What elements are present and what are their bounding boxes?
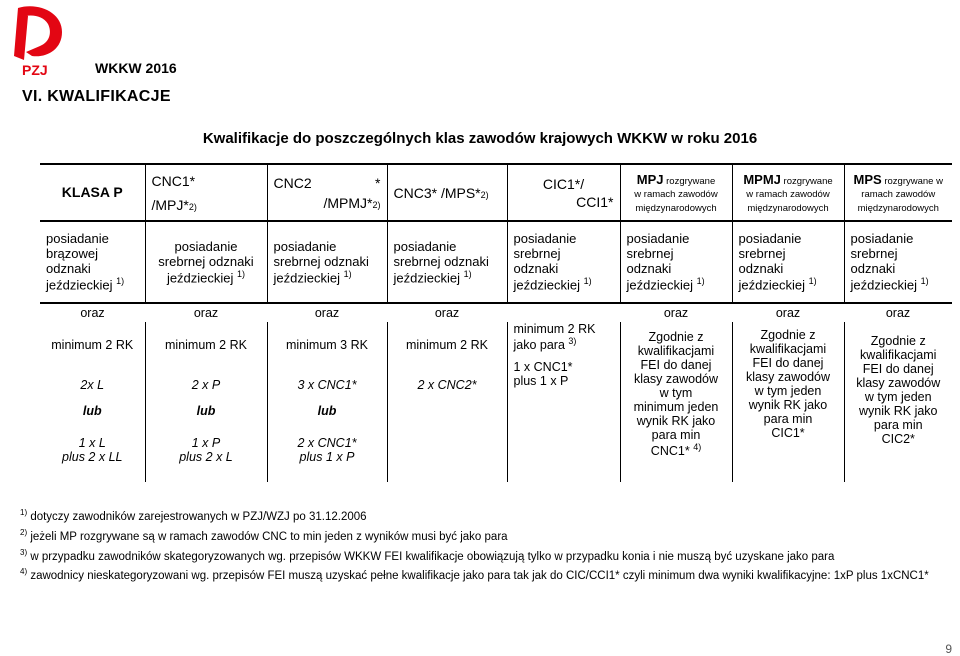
- poss-cell: posiadanie srebrnej odznaki jeździeckiej $^{1)}$: [507, 221, 620, 303]
- oraz-label: oraz: [314, 306, 340, 320]
- document-title: WKKW 2016: [95, 60, 177, 76]
- oraz-spacer: [507, 303, 620, 322]
- page-number: 9: [945, 642, 952, 656]
- oraz-label: oraz: [193, 306, 219, 320]
- section-heading: VI. KWALIFIKACJE: [22, 88, 171, 105]
- header-cnc1: CNC1* /MPJ*2): [145, 164, 267, 221]
- poss-cell: posiadanie srebrnej odznaki jeździeckiej $^{1)}$: [145, 221, 267, 303]
- header-cnc2: CNC2 * /MPMJ*2): [267, 164, 387, 221]
- header-cic1: CIC1*/ CCI1*: [507, 164, 620, 221]
- req-cell-mpmj: Zgodnie z kwalifikacjami FEI do danej klasy zawodów w tym jeden wynik RK jako para min CIC1*: [732, 322, 844, 482]
- header-row: [40, 164, 952, 221]
- poss-cell: posiadanie srebrnej odznaki jeździeckiej $^{1)}$: [267, 221, 387, 303]
- req-cell-cic1: minimum 2 RK jako para $^{3)}$ 1 x CNC1* plus 1 x P: [507, 322, 620, 482]
- header-mpj: MPJ rozgrywane w ramach zawodów międzynarodowych: [620, 164, 732, 221]
- header-klasa-p: KLASA P: [40, 164, 145, 221]
- pzj-logo: [4, 2, 68, 78]
- req-cell-p: minimum 2 RK 2x L lub 1 x L plus 2 x LL: [40, 322, 145, 482]
- req-cell-mps: Zgodnie z kwalifikacjami FEI do danej klasy zawodów w tym jeden wynik RK jako para min CIC2*: [856, 334, 941, 446]
- req-cell-cnc2: minimum 3 RK 3 x CNC1* lub 2 x CNC1* plus 1 x P: [267, 322, 387, 482]
- oraz-label: oraz: [663, 306, 689, 320]
- poss-cell: posiadanie srebrnej odznaki jeździeckiej $^{1)}$: [620, 221, 732, 303]
- oraz-row: [40, 303, 952, 322]
- qualification-table: [40, 163, 952, 482]
- footnote: $^{2)}$ jeżeli MP rozgrywane są w ramach zawodów CNC to min jeden z wyników musi być jako para: [20, 527, 508, 543]
- footnote: $^{1)}$ dotyczy zawodników zarejestrowanych w PZJ/WZJ po 31.12.2006: [20, 508, 367, 523]
- poss-cell: posiadanie brązowej odznaki jeździeckiej $^{1)}$: [40, 221, 145, 303]
- logo-text: PZJ: [22, 62, 48, 78]
- badge-requirement-row: [40, 221, 952, 303]
- oraz-label: oraz: [775, 306, 801, 320]
- page-subtitle: Kwalifikacje do poszczególnych klas zawodów krajowych WKKW w roku 2016: [202, 130, 758, 147]
- header-cnc3: CNC3* /MPS*2): [387, 164, 507, 221]
- header-mps: MPS rozgrywane w ramach zawodów międzynarodowych: [844, 164, 952, 221]
- header-mpmj: MPMJ rozgrywane w ramach zawodów międzynarodowych: [732, 164, 844, 221]
- req-cell-mpj: Zgodnie z kwalifikacjami FEI do danej klasy zawodów w tym minimum jeden wynik RK jako para min CNC1* $^{4)}$: [620, 322, 732, 482]
- oraz-label: oraz: [885, 306, 911, 320]
- footnote: $^{3)}$ w przypadku zawodników skategoryzowanych wg. przepisów WKKW FEI kwalifikacje obowiązują tylko w przypadku konia i nie muszą być uzyskane jako para: [20, 547, 835, 563]
- footnote: $^{4)}$ zawodnicy nieskategoryzowani wg. przepisów FEI muszą uzyskać pełne kwalifikacje jako para tak jak do CIC/CCI1* czyli minimum dwa wyniki kwalifikacyjne: 1xP plus 1xCNC1*: [20, 567, 929, 583]
- result-requirement-row: [40, 322, 952, 482]
- footnotes: [20, 505, 940, 584]
- oraz-label: oraz: [80, 306, 105, 320]
- req-cell-cnc3: minimum 2 RK 2 x CNC2*: [387, 322, 507, 482]
- oraz-label: oraz: [434, 306, 460, 320]
- poss-cell: posiadanie srebrnej odznaki jeździeckiej $^{1)}$: [732, 221, 844, 303]
- poss-cell: posiadanie srebrnej odznaki jeździeckiej $^{1)}$: [844, 221, 952, 303]
- req-cell-cnc1: minimum 2 RK 2 x P lub 1 x P plus 2 x L: [145, 322, 267, 482]
- poss-cell: posiadanie srebrnej odznaki jeździeckiej $^{1)}$: [387, 221, 507, 303]
